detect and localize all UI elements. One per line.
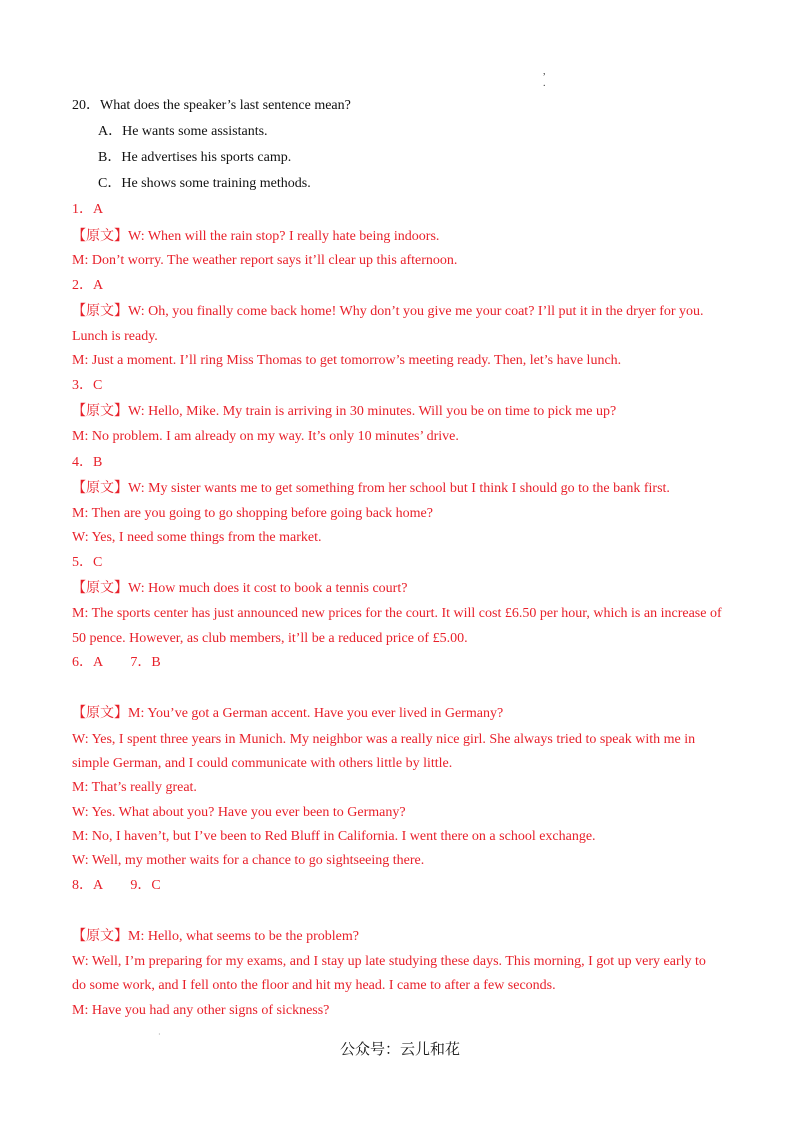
transcript-line: M: No problem. I am already on my way. It’s only 10 minutes’ drive.: [72, 429, 459, 444]
transcript-line: M: Just a moment. I’ll ring Miss Thomas to get tomorrow’s meeting ready. Then, let’s have lunch.: [72, 353, 622, 368]
page-footer: 公众号：云儿和花: [339, 1040, 460, 1058]
transcript-line: 【原文】W: Oh, you finally come back home! Why don’t you give me your coat? I’ll put it in the dryer for you.: [72, 304, 704, 319]
transcript-line: W: Yes, I spent three years in Munich. My neighbor was a really nice girl. She always tried to speak with me in: [72, 732, 696, 747]
answer-6-7: 6．A 7．B: [72, 655, 161, 670]
answer-1: 1．A: [72, 202, 104, 217]
transcript-line: 【原文】M: Hello, what seems to be the problem?: [72, 929, 359, 944]
transcript-line: M: No, I haven’t, but I’ve been to Red Bluff in California. I went there on a school exchange.: [72, 829, 596, 844]
answer-5: 5．C: [72, 555, 103, 570]
transcript-line: M: The sports center has just announced new prices for the court. It will cost £6.50 per hour, which is an increase of: [72, 606, 722, 621]
transcript-line: M: Have you had any other signs of sickness?: [72, 1003, 330, 1018]
answer-3: 3．C: [72, 378, 103, 393]
transcript-line: M: Don’t worry. The weather report says it’ll clear up this afternoon.: [72, 253, 458, 268]
transcript-line: W: Well, my mother waits for a chance to go sightseeing there.: [72, 853, 425, 868]
option-c: C．He shows some training methods.: [98, 176, 311, 191]
transcript-line: 【原文】W: How much does it cost to book a tennis court?: [72, 581, 408, 596]
transcript-line: 【原文】W: When will the rain stop? I really hate being indoors.: [72, 229, 440, 244]
transcript-line: simple German, and I could communicate with others little by little.: [72, 756, 453, 771]
option-b: B．He advertises his sports camp.: [98, 150, 292, 165]
transcript-line: 【原文】W: Hello, Mike. My train is arriving in 30 minutes. Will you be on time to pick me up?: [72, 404, 617, 419]
answer-8-9: 8．A 9．C: [72, 878, 161, 893]
transcript-line: 50 pence. However, as club members, it’ll be a reduced price of £5.00.: [72, 631, 468, 646]
stray-dot: ·: [158, 1030, 161, 1039]
transcript-line: W: Yes. What about you? Have you ever been to Germany?: [72, 805, 406, 820]
transcript-line: 【原文】W: My sister wants me to get something from her school but I think I should go to the bank first.: [72, 481, 670, 496]
corner-marks: , .: [543, 66, 546, 89]
transcript-line: Lunch is ready.: [72, 329, 158, 344]
transcript-line: M: That’s really great.: [72, 780, 197, 795]
transcript-line: 【原文】M: You’ve got a German accent. Have you ever lived in Germany?: [72, 706, 504, 721]
transcript-line: do some work, and I fell onto the floor and hit my head. I came to after a few seconds.: [72, 978, 556, 993]
answer-2: 2．A: [72, 278, 104, 293]
transcript-line: M: Then are you going to go shopping before going back home?: [72, 506, 433, 521]
option-a: A．He wants some assistants.: [98, 124, 268, 139]
transcript-line: W: Yes, I need some things from the market.: [72, 530, 322, 545]
answer-4: 4．B: [72, 455, 103, 470]
question-stem: 20．What does the speaker’s last sentence mean?: [72, 98, 351, 113]
transcript-line: W: Well, I’m preparing for my exams, and I stay up late studying these days. This morning, I got up very early to: [72, 954, 706, 969]
